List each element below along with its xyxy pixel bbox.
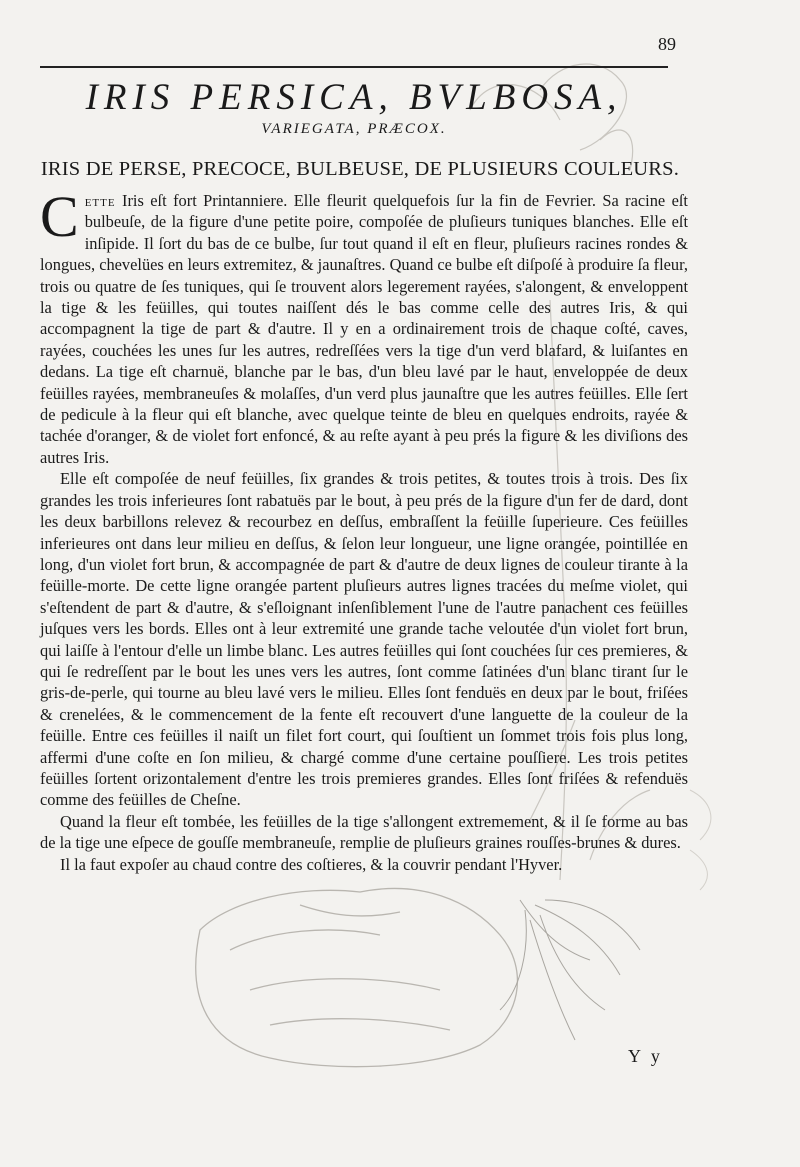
header-rule — [40, 66, 668, 68]
opening-small-caps: ette — [84, 191, 116, 210]
signature-mark: Y y — [628, 1046, 663, 1066]
roots-sketch — [500, 900, 640, 1040]
drop-cap: C — [40, 184, 79, 249]
paragraph-4: Il la faut expoſer au chaud contre des coſtieres, & la couvrir pendant l'Hyver. — [60, 854, 563, 874]
latin-subtitle: VARIEGATA, PRÆCOX. — [261, 121, 447, 137]
french-heading: IRIS DE PERSE, PRECOCE, BULBEUSE, DE PLUSIEURS COULEURS. — [40, 158, 680, 180]
body-text — [40, 184, 688, 875]
paragraph-1-text: Iris eſt fort Printanniere. Elle fleurit quelquefois ſur la fin de Fevrier. Sa racine eſt bulbeuſe, de la figure d'une petite poire, compoſée de pluſieurs tuniques blanches. Elle eſt inſipide. Il ſort du bas de ce bulbe, ſur tout quand il eſt en fleur, pluſieurs racines rondes & longues, chevelües en leurs extremitez, & jaunaſtres. Quand ce bulbe eſt diſpoſé à produire ſa fleur, trois ou quatre de ſes tuniques, qui ſe trouvent alors legerement rayées, s'alongent, & enveloppent la tige & les feüilles, qui toutes naiſſent dés le bas comme celle des autres Iris, & qui accompagnent la tige de part & d'autre. Il y en a ordinairement trois de chaque coſté, caves, rayées, couchées les unes ſur les autres, redreſſées vers la tige d'un verd blafard, & luiſantes en dedans. La tige eſt charnuë, blanche par le bas, d'un bleu lavé par le haut, enveloppée de deux feüilles rayées, membraneuſes & molaſſes, d'un verd plus jaunaſtre que les autres feüilles. Elle ſert de pedicule à la fleur qui eſt blanche, avec quelque teinte de bleu en quelques endroits, rayée & tachée d'oranger, & de violet fort enfoncé, & au reſte ayant à peu prés la figure & les diviſions des autres Iris. — [40, 191, 688, 467]
page-number: 89 — [658, 34, 676, 54]
paragraph-2: Elle eſt compoſée de neuf feüilles, ſix grandes & trois petites, & toutes trois à trois. Des ſix grandes les trois inferieures ſont rabatuës par le bout, à peu prés de la figure d'un fer de dard, dont les deux barbillons relevez & recourbez en deſſus, embraſſent la feüille ſuperieure. Ces feüilles inferieures ont dans leur milieu en deſſus, & ſelon leur longueur, une ligne orangée, pointillée en long, d'un violet fort brun, & accompagnée de part & d'autre de deux lignes de couleur tirante à la feüille-morte. De cette ligne orangée partent pluſieurs autres lignes tracées du meſme violet, qui s'eſtendent de part & d'autre, & s'eſloignant inſenſiblement l'une de l'autre panachent ces feüilles juſques vers les bords. Elles ont à leur extremité une grande tache veloutée d'un violet fort brun, qui laiſſe à l'entour d'elle un limbe blanc. Les autres feüilles qui ſont couchées ſur ces premieres, & qui ſe redreſſent par le bout les unes vers les autres, ſont comme ſatinées d'un blanc tirant ſur le gris-de-perle, qui tourne au bleu lavé vers le milieu. Elles ſont fenduës en deux par le bout, friſées & crenelées, & le commencement de la fente eſt recouvert d'une languette de la couleur de la feüille. Entre ces feüilles il naiſt un filet fort court, qui ſouſtient un ſommet trois fois plus long, affermi d'une coſte en ſon milieu, & chargé comme d'une certaine pouſſiere. Les trois petites feüilles ſortent orizontalement d'entre les trois premieres grandes. Elles ſont friſées & refenduës comme des feüilles de Cheſne. — [40, 469, 688, 810]
latin-title: IRIS PERSICA, BVLBOSA, — [85, 77, 623, 118]
bulb-sketch — [196, 889, 518, 1067]
paragraph-1 — [40, 184, 688, 468]
paragraph-3: Quand la fleur eſt tombée, les feüilles de la tige s'allongent extremement, & il ſe forme au bas de la tige une eſpece de gouſſe membraneuſe, remplie de pluſieurs graines rouſſes-brunes & dures. — [40, 811, 688, 853]
